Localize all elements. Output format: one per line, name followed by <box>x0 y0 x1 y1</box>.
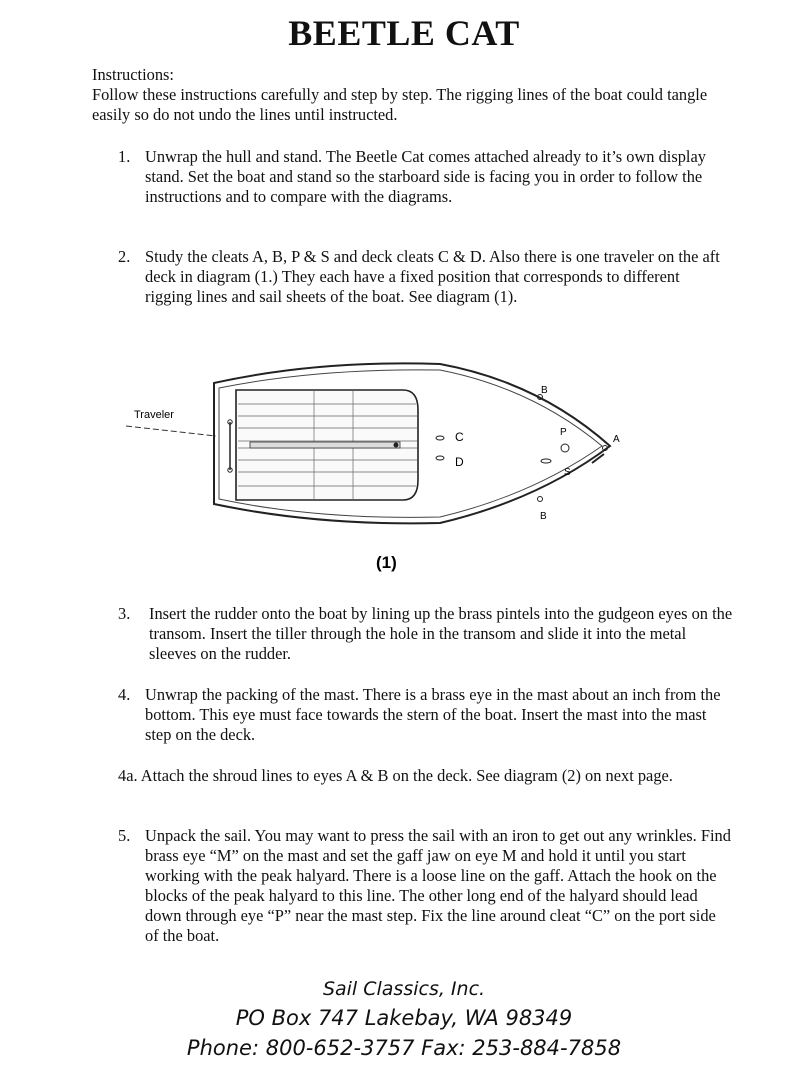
step-number: 3. <box>118 604 131 623</box>
diagram-caption: (1) <box>376 553 397 572</box>
step-text: Unwrap the hull and stand. The Beetle Cat comes attached already to it’s own display stand. Set the boat and stand so the starboard side is facing you in order to follow the instructions and to compare with the diagrams. <box>145 147 706 206</box>
cleat-d-icon <box>436 456 444 460</box>
label-d: D <box>455 455 464 469</box>
footer-address: PO Box 747 Lakebay, WA 98349 <box>235 1006 573 1030</box>
footer-company: Sail Classics, Inc. <box>322 978 486 1000</box>
label-b-bottom: B <box>540 511 547 522</box>
cleat-s-icon <box>541 459 551 463</box>
footer-phone: Phone: 800-652-3757 Fax: 253-884-7858 <box>186 1036 622 1060</box>
step-number: 2. <box>118 247 131 266</box>
step-text: Unpack the sail. You may want to press the sail with an iron to get out any wrinkles. Find brass eye “M” on the mast and set the gaff jaw on eye M and hold it until you start working with the peak halyard. There is a loose line on the gaff. Attach the hook on the blocks of the peak halyard to this line. The other long end of the halyard should lead down through eye “P” near the mast step. Fix the line around cleat “C” on the port side of the boat. <box>145 826 731 945</box>
step-text: Insert the rudder onto the boat by lining up the brass pintels into the gudgeon eyes on the transom. Insert the tiller through the hole in the transom and slide it into the metal sleeves on the rudder. <box>149 604 733 663</box>
label-b-top: B <box>541 385 548 396</box>
step-number: 4a. <box>118 766 138 785</box>
instructions-heading: Instructions: <box>92 65 174 84</box>
centerboard-trunk <box>250 442 400 448</box>
mast-step-icon <box>561 444 569 452</box>
step-number: 4. <box>118 685 131 704</box>
step-text: Unwrap the packing of the mast. There is a brass eye in the mast about an inch from the bottom. This eye must face towards the stern of the boat. Insert the mast into the mast step on the deck. <box>145 685 721 744</box>
instructions-text: Follow these instructions carefully and step by step. The rigging lines of the boat could tangle easily so do not undo the lines until instructed. <box>92 85 708 124</box>
traveler-label: Traveler <box>134 409 174 421</box>
traveler-pointer <box>126 426 216 436</box>
step-number: 1. <box>118 147 131 166</box>
step-text: Attach the shroud lines to eyes A & B on the deck. See diagram (2) on next page. <box>140 766 673 785</box>
step-number: 5. <box>118 826 131 845</box>
page-title: BEETLE CAT <box>288 13 520 53</box>
centerboard-pin <box>394 443 399 448</box>
step-4a <box>118 766 728 786</box>
step-text: Study the cleats A, B, P & S and deck cleats C & D. Also there is one traveler on the aft deck in diagram (1.) They each have a fixed position that corresponds to different rigging lines and sail sheets of the boat. See diagram (1). <box>145 247 720 306</box>
eye-b-bottom-icon <box>538 497 543 502</box>
cleat-c-icon <box>436 436 444 440</box>
label-s: S <box>564 467 571 478</box>
label-a: A <box>613 434 620 445</box>
label-p: P <box>560 427 567 438</box>
boat-diagram <box>118 320 658 585</box>
label-c: C <box>455 430 464 444</box>
instructions-intro <box>92 65 732 125</box>
